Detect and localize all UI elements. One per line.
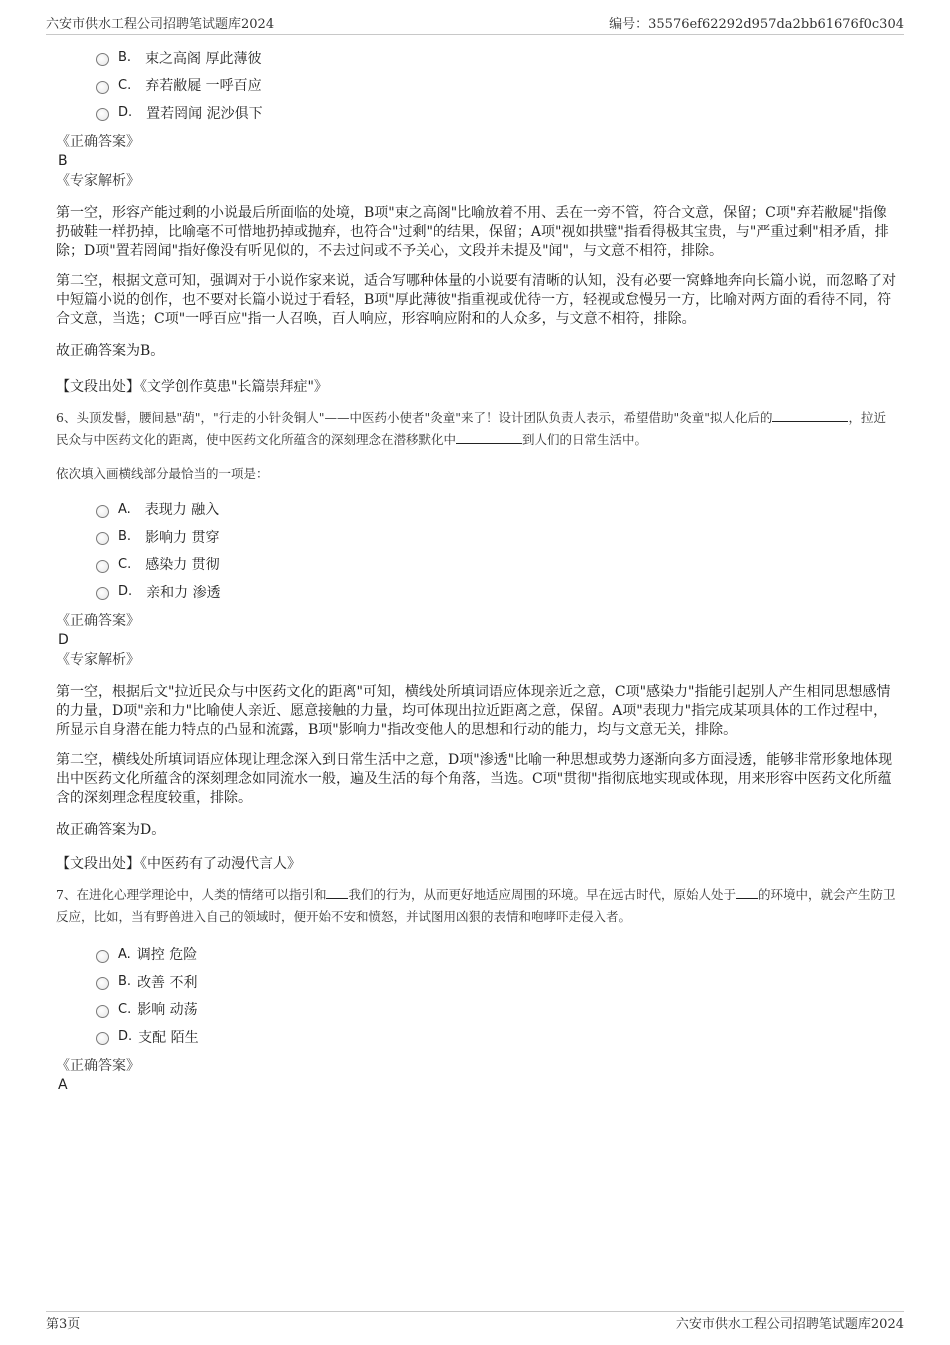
q6-blank-1 <box>772 408 848 422</box>
page-number: 第3页 <box>46 1317 81 1332</box>
option-text: 影响 动荡 <box>137 1002 198 1019</box>
q7-option-d[interactable] <box>96 1023 896 1051</box>
q6-blank-2 <box>456 430 522 444</box>
q5-answer-label: 《正确答案》 <box>56 133 140 150</box>
option-text: 亲和力 渗透 <box>146 584 221 601</box>
radio-icon[interactable] <box>96 1032 109 1045</box>
q6-option-d[interactable] <box>96 578 896 606</box>
option-letter: C. <box>118 77 132 93</box>
radio-icon[interactable] <box>96 587 109 600</box>
q6-stem-part-1: 6、头顶发髻，腰间悬"葫"，"行走的小针灸铜人"——中医药小使者"灸童"来了！设计团队负责人表示，希望借助"灸童"拟人化后的 <box>56 409 773 425</box>
radio-icon[interactable] <box>96 950 109 963</box>
q5-conclusion: 故正确答案为B。 <box>56 342 165 359</box>
q7-stem-part-2: 我们的行为，从而更好地适应周围的环境。早在远古时代，原始人处于 <box>348 886 736 902</box>
q7-answer: A <box>58 1076 68 1093</box>
q6-conclusion: 故正确答案为D。 <box>56 821 166 838</box>
option-letter: A. <box>118 501 131 517</box>
option-letter: C. <box>118 556 132 572</box>
option-letter: D. <box>118 1029 133 1045</box>
option-text: 表现力 融入 <box>144 502 220 519</box>
option-text: 束之高阁 厚此薄彼 <box>145 50 262 67</box>
radio-icon[interactable] <box>96 532 109 545</box>
q7-options <box>96 941 896 1051</box>
q6-options <box>96 496 896 606</box>
q7-option-a[interactable] <box>96 941 896 969</box>
q6-stem-part-3: 到人们的日常生活中。 <box>522 431 648 447</box>
option-letter: B. <box>118 529 132 545</box>
q6-answer: D <box>58 631 69 648</box>
q6-source: 【文段出处】《中医药有了动漫代言人》 <box>56 855 301 872</box>
radio-icon[interactable] <box>96 81 109 94</box>
option-text: 弃若敝屣 一呼百应 <box>145 78 262 95</box>
q5-options <box>96 44 896 127</box>
q5-analysis-para-1: 第一空，形容产能过剩的小说最后所面临的处境，B项"束之高阁"比喻放着不用、丢在一旁不管，符合文意，保留；C项"弃若敝屣"指像扔破鞋一样扔掉，比喻毫不可惜地扔掉或抛弃，也符合"过剩"的结果，保留；A项"视如拱璧"指看得极其宝贵，与"严重过剩"相矛盾，排除；D项"置若罔闻"指好像没有听见似的，不去过问或不予关心，文段并未提及"闻"，与文意不相符，排除。 <box>56 204 889 259</box>
radio-icon[interactable] <box>96 977 109 990</box>
q6-analysis-label: 《专家解析》 <box>56 651 140 668</box>
q5-option-c[interactable] <box>96 72 896 100</box>
page-header <box>46 13 904 33</box>
option-letter: A. <box>118 946 131 962</box>
q7-stem-part-3: 的环境中，就会产生防卫反应，比如，当有野兽进入自己的领域时，便开始不安和愤怒，并试图用凶狠的表情和咆哮吓走侵入者。 <box>56 886 896 924</box>
q5-answer: B <box>58 152 68 169</box>
q6-option-c[interactable] <box>96 551 896 579</box>
page-content <box>56 44 896 1094</box>
radio-icon[interactable] <box>96 108 109 121</box>
q6-answer-label: 《正确答案》 <box>56 612 140 629</box>
option-letter: D. <box>118 105 133 121</box>
radio-icon[interactable] <box>96 560 109 573</box>
footer-title: 六安市供水工程公司招聘笔试题库2024 <box>675 1317 904 1332</box>
q6-instruction: 依次填入画横线部分最恰当的一项是： <box>56 465 269 481</box>
option-letter: B. <box>118 50 132 66</box>
q7-option-b[interactable] <box>96 968 896 996</box>
option-letter: B. <box>118 974 132 990</box>
option-letter: C. <box>118 1001 132 1017</box>
option-text: 调控 危险 <box>136 947 198 964</box>
q7-answer-label: 《正确答案》 <box>56 1057 140 1074</box>
q7-stem-part-1: 7、在进化心理学理论中，人类的情绪可以指引和 <box>56 886 327 902</box>
q5-analysis-para-2: 第二空，根据文意可知，强调对于小说作家来说，适合写哪种体量的小说要有清晰的认知，没有必要一窝蜂地奔向长篇小说，而忽略了对中短篇小说的创作，也不要对长篇小说过于看轻，B项"厚此薄彼"指重视或优待一方，轻视或怠慢另一方，比喻对两方面的看待不同，符合文意，当选；C项"一呼百应"指一人召唤，百人响应，形容响应附和的人众多，与文意不相符，排除。 <box>56 272 896 327</box>
option-text: 感染力 贯彻 <box>145 557 220 574</box>
header-doc-id: 编号：35576ef62292d957da2bb61676f0c304 <box>609 17 904 32</box>
q7-blank-2 <box>736 885 758 899</box>
radio-icon[interactable] <box>96 53 109 66</box>
footer-divider <box>46 1311 904 1312</box>
q7-stem <box>56 884 896 928</box>
q6-stem-part-2: ，拉近民众与中医药文化的距离，使中医药文化所蕴含的深刻理念在潜移默化中 <box>56 409 886 447</box>
q5-analysis-label: 《专家解析》 <box>56 172 140 189</box>
q6-stem <box>56 407 896 451</box>
q7-option-c[interactable] <box>96 996 896 1024</box>
page-footer <box>46 1313 904 1333</box>
q5-option-d[interactable] <box>96 99 896 127</box>
option-text: 置若罔闻 泥沙俱下 <box>146 105 263 122</box>
header-title: 六安市供水工程公司招聘笔试题库2024 <box>46 17 275 32</box>
q5-option-b[interactable] <box>96 44 896 72</box>
option-text: 影响力 贯穿 <box>145 529 220 546</box>
q6-analysis-para-2: 第二空，横线处所填词语应体现让理念深入到日常生活中之意，D项"渗透"比喻一种思想或势力逐渐向多方面浸透，能够非常形象地体现出中医药文化所蕴含的深刻理念如同流水一般，遍及生活的每个角落，当选。C项"贯彻"指彻底地实现或体现，用来形容中医药文化所蕴含的深刻理念程度较重，排除。 <box>56 751 893 806</box>
q6-analysis-para-1: 第一空，根据后文"拉近民众与中医药文化的距离"可知，横线处所填词语应体现亲近之意，C项"感染力"指能引起别人产生相同思想感情的力量，D项"亲和力"比喻使人亲近、愿意接触的力量，均可体现出拉近距离之意，保留。A项"表现力"指完成某项具体的工作过程中，所显示自身潜在能力特点的凸显和流露，B项"影响力"指改变他人的思想和行动的能力，均与文意无关，排除。 <box>56 683 891 738</box>
radio-icon[interactable] <box>96 505 109 518</box>
header-divider <box>46 34 904 35</box>
option-text: 支配 陌生 <box>138 1029 199 1046</box>
q6-option-b[interactable] <box>96 523 896 551</box>
q7-blank-1 <box>326 885 348 899</box>
option-letter: D. <box>118 584 133 600</box>
q6-option-a[interactable] <box>96 496 896 524</box>
radio-icon[interactable] <box>96 1005 109 1018</box>
option-text: 改善 不利 <box>137 974 198 991</box>
q5-source: 【文段出处】《文学创作莫患"长篇崇拜症"》 <box>56 378 328 395</box>
